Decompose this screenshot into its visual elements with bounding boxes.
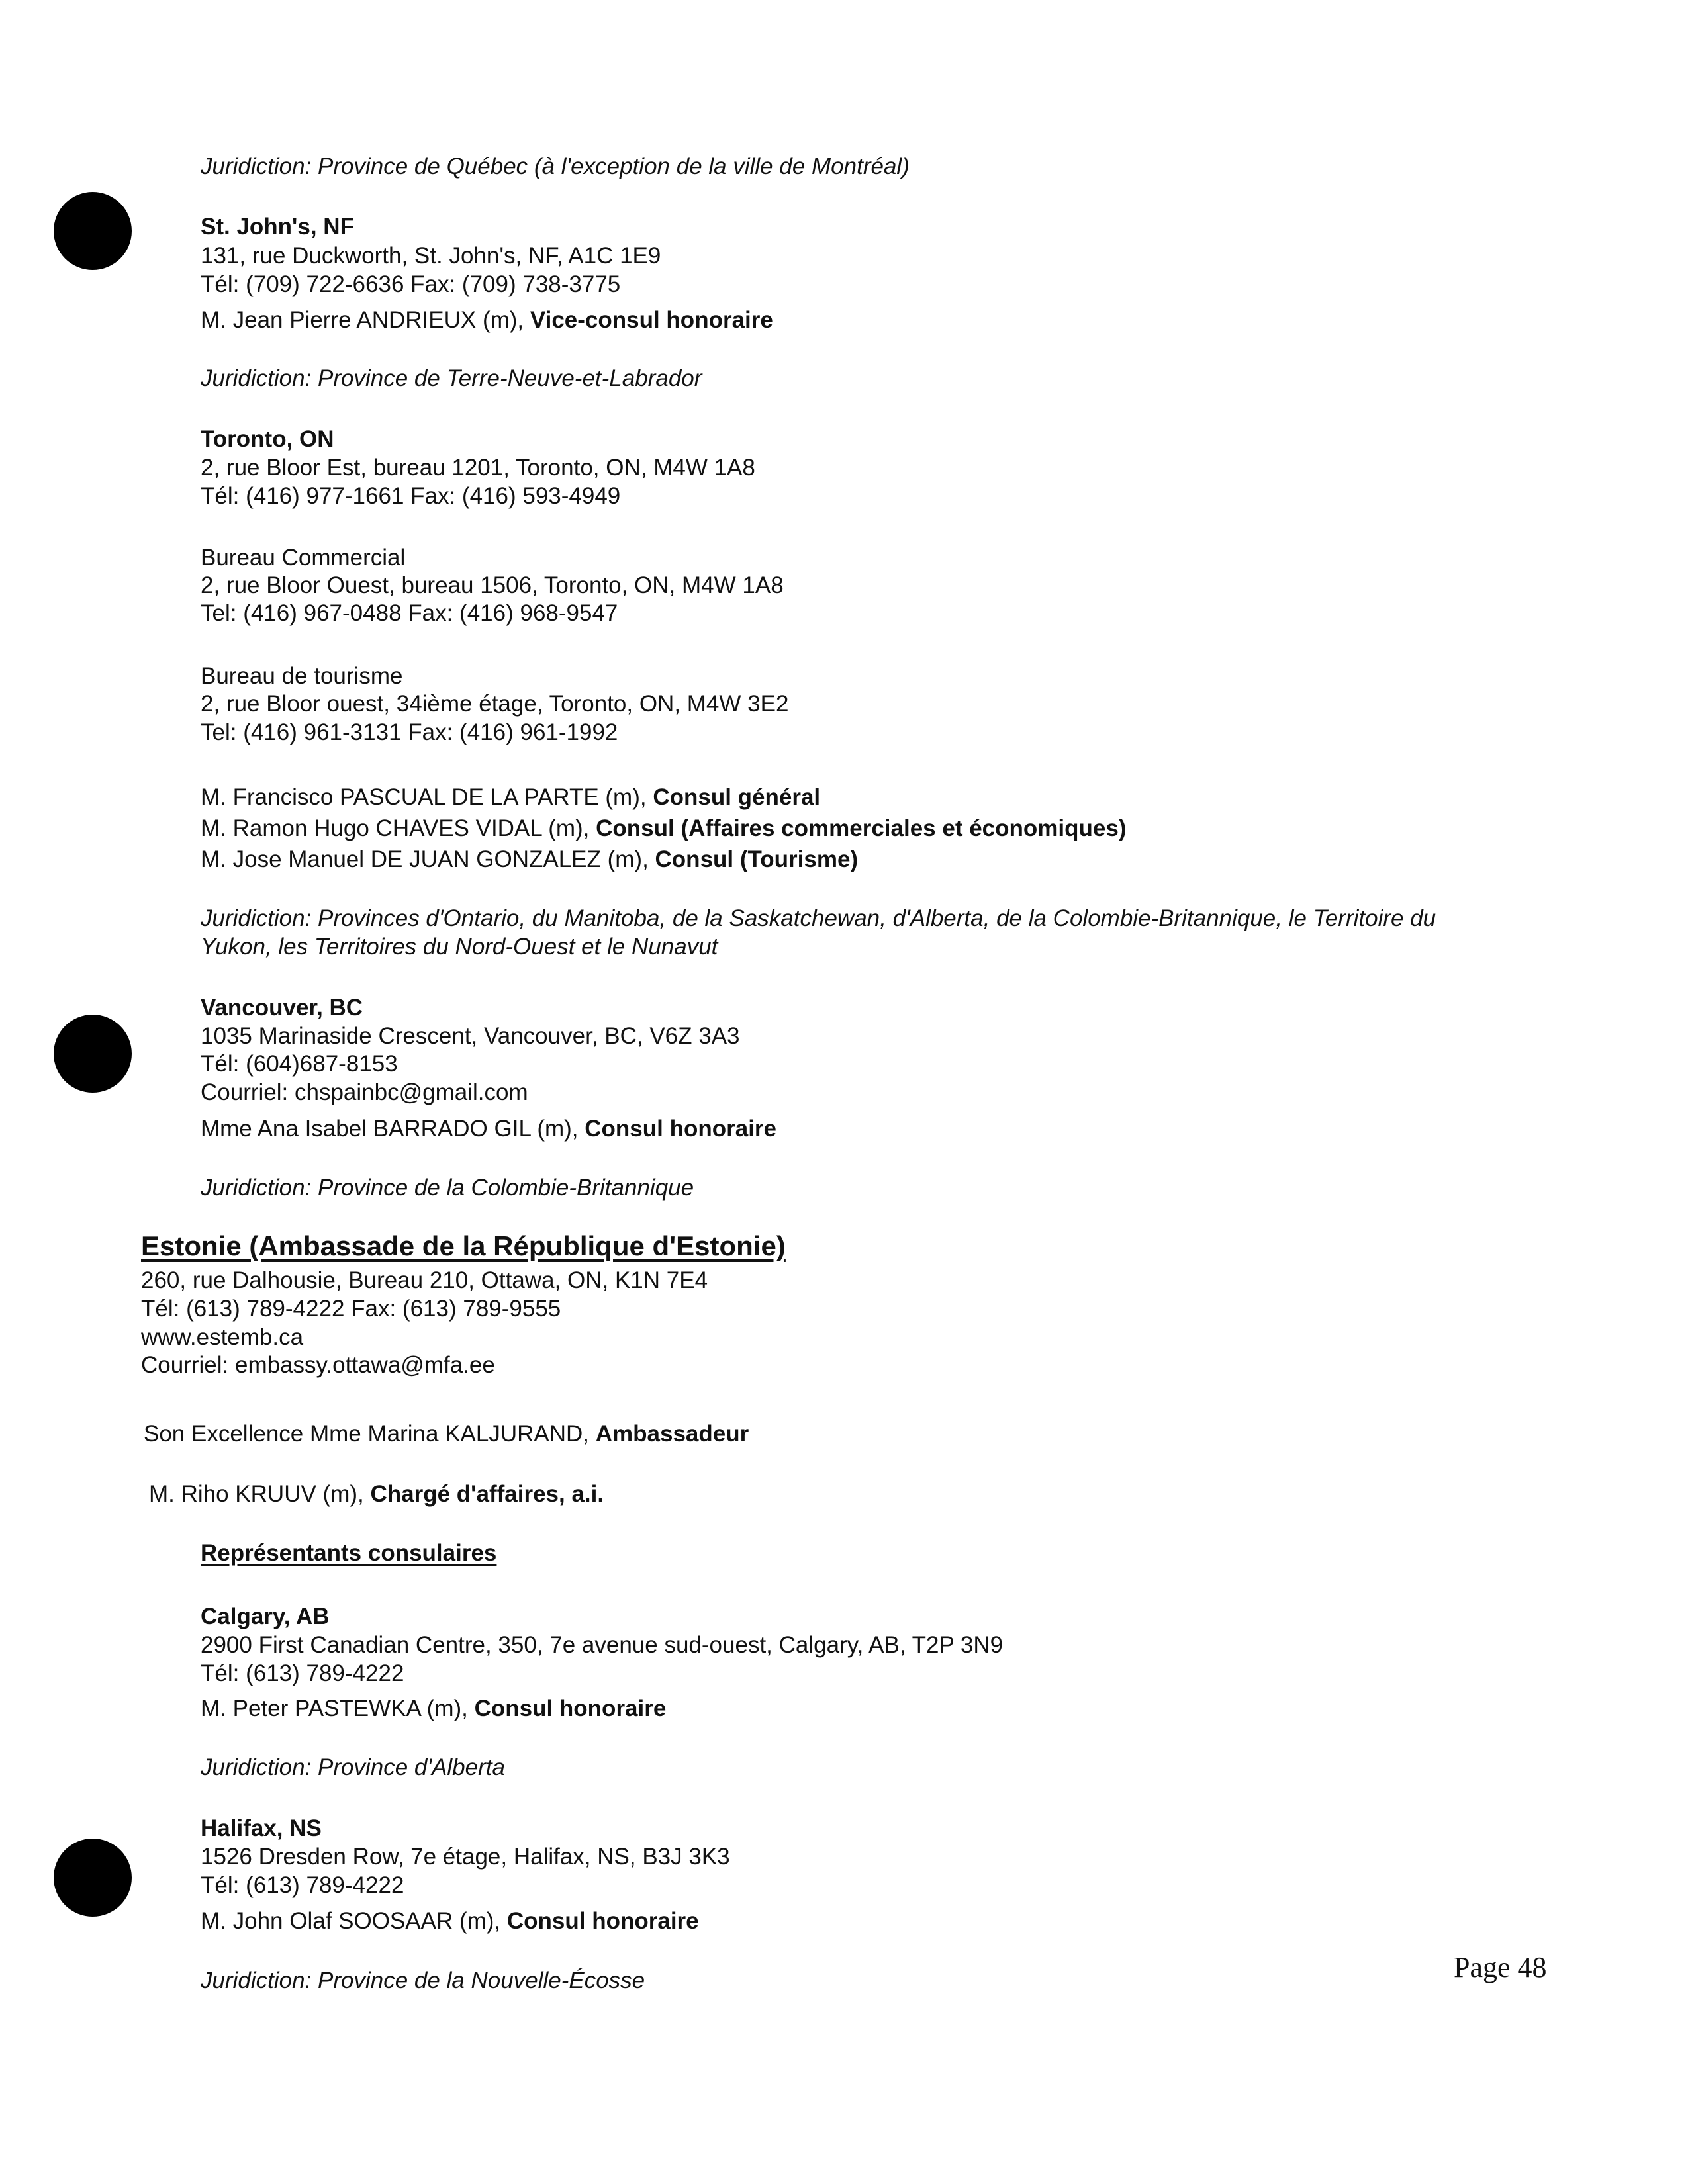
person-toronto-1 (201, 784, 820, 811)
consular-representatives-heading: Représentants consulaires (201, 1540, 497, 1566)
tourism-office-label: Bureau de tourisme (201, 663, 403, 689)
phone-estonia: Tél: (613) 789-4222 Fax: (613) 789-9555 (141, 1296, 561, 1322)
address-toronto: 2, rue Bloor Est, bureau 1201, Toronto, ON, M4W 1A8 (201, 455, 755, 480)
ambassador-estonia (144, 1420, 749, 1448)
website-estonia: www.estemb.ca (141, 1324, 304, 1350)
embassy-heading-estonia: Estonie (Ambassade de la République d'Estonie) (141, 1230, 786, 1261)
jurisdiction-calgary: Juridiction: Province d'Alberta (201, 1754, 505, 1780)
address-st-johns: 131, rue Duckworth, St. John's, NF, A1C 1E9 (201, 243, 661, 269)
tourism-office-phone: Tel: (416) 961-3131 Fax: (416) 961-1992 (201, 719, 618, 745)
commercial-office-phone: Tel: (416) 967-0488 Fax: (416) 968-9547 (201, 600, 618, 626)
jurisdiction-toronto-line1: Juridiction: Provinces d'Ontario, du Manitoba, de la Saskatchewan, d'Alberta, de la Colombie-Britannique, le Territoire du (201, 905, 1436, 931)
person-toronto-2 (201, 815, 1126, 842)
person-title: Consul honoraire (474, 1696, 667, 1721)
person-name: M. John Olaf SOOSAAR (m), (201, 1908, 501, 1934)
person-name: Son Excellence Mme Marina KALJURAND, (144, 1421, 590, 1447)
person-vancouver (201, 1115, 776, 1143)
person-title: Consul honoraire (506, 1908, 699, 1934)
person-toronto-3 (201, 846, 858, 874)
person-calgary (201, 1695, 666, 1723)
phone-halifax: Tél: (613) 789-4222 (201, 1872, 404, 1898)
punch-hole-top (54, 192, 132, 270)
jurisdiction-st-johns: Juridiction: Province de Terre-Neuve-et-Labrador (201, 365, 702, 391)
person-name: M. Francisco PASCUAL DE LA PARTE (m), (201, 784, 647, 810)
person-title: Ambassadeur (595, 1421, 749, 1447)
address-calgary: 2900 First Canadian Centre, 350, 7e avenue sud-ouest, Calgary, AB, T2P 3N9 (201, 1632, 1004, 1658)
person-halifax (201, 1907, 699, 1935)
jurisdiction-vancouver: Juridiction: Province de la Colombie-Britannique (201, 1175, 694, 1201)
person-title: Consul général (653, 784, 821, 810)
address-estonia: 260, rue Dalhousie, Bureau 210, Ottawa, ON, K1N 7E4 (141, 1267, 708, 1293)
person-title: Chargé d'affaires, a.i. (370, 1481, 604, 1507)
jurisdiction-halifax: Juridiction: Province de la Nouvelle-Écosse (201, 1968, 645, 1993)
person-title: Consul (Tourisme) (655, 846, 859, 872)
person-name: M. Ramon Hugo CHAVES VIDAL (m), (201, 815, 590, 841)
phone-toronto: Tél: (416) 977-1661 Fax: (416) 593-4949 (201, 483, 621, 509)
phone-st-johns: Tél: (709) 722-6636 Fax: (709) 738-3775 (201, 271, 621, 297)
phone-vancouver: Tél: (604)687-8153 (201, 1051, 398, 1077)
tourism-office-address: 2, rue Bloor ouest, 34ième étage, Toronto, ON, M4W 3E2 (201, 691, 789, 717)
page-number: Page 48 (1454, 1951, 1547, 1983)
punch-hole-bottom (54, 1839, 132, 1917)
email-estonia: Courriel: embassy.ottawa@mfa.ee (141, 1352, 495, 1378)
person-name: M. Jean Pierre ANDRIEUX (m), (201, 307, 524, 333)
person-title: Consul honoraire (585, 1116, 777, 1142)
city-heading-vancouver: Vancouver, BC (201, 995, 363, 1021)
city-heading-halifax: Halifax, NS (201, 1815, 322, 1841)
person-name: M. Peter PASTEWKA (m), (201, 1696, 468, 1721)
city-heading-toronto: Toronto, ON (201, 426, 334, 452)
charge-affaires-estonia (149, 1480, 604, 1508)
city-heading-st-johns: St. John's, NF (201, 214, 354, 240)
person-name: Mme Ana Isabel BARRADO GIL (m), (201, 1116, 579, 1142)
commercial-office-label: Bureau Commercial (201, 545, 406, 570)
punch-hole-middle (54, 1015, 132, 1093)
jurisdiction-toronto-line2: Yukon, les Territoires du Nord-Ouest et le Nunavut (201, 934, 718, 960)
commercial-office-address: 2, rue Bloor Ouest, bureau 1506, Toronto, ON, M4W 1A8 (201, 572, 784, 598)
person-st-johns (201, 306, 773, 334)
person-title: Consul (Affaires commerciales et économiques) (596, 815, 1127, 841)
phone-calgary: Tél: (613) 789-4222 (201, 1661, 404, 1686)
person-name: M. Jose Manuel DE JUAN GONZALEZ (m), (201, 846, 649, 872)
address-halifax: 1526 Dresden Row, 7e étage, Halifax, NS, B3J 3K3 (201, 1844, 730, 1870)
address-vancouver: 1035 Marinaside Crescent, Vancouver, BC, V6Z 3A3 (201, 1023, 740, 1049)
person-name: M. Riho KRUUV (m), (149, 1481, 364, 1507)
city-heading-calgary: Calgary, AB (201, 1604, 330, 1629)
jurisdiction-quebec: Juridiction: Province de Québec (à l'exception de la ville de Montréal) (201, 154, 910, 179)
person-title: Vice-consul honoraire (530, 307, 773, 333)
email-vancouver: Courriel: chspainbc@gmail.com (201, 1079, 528, 1105)
